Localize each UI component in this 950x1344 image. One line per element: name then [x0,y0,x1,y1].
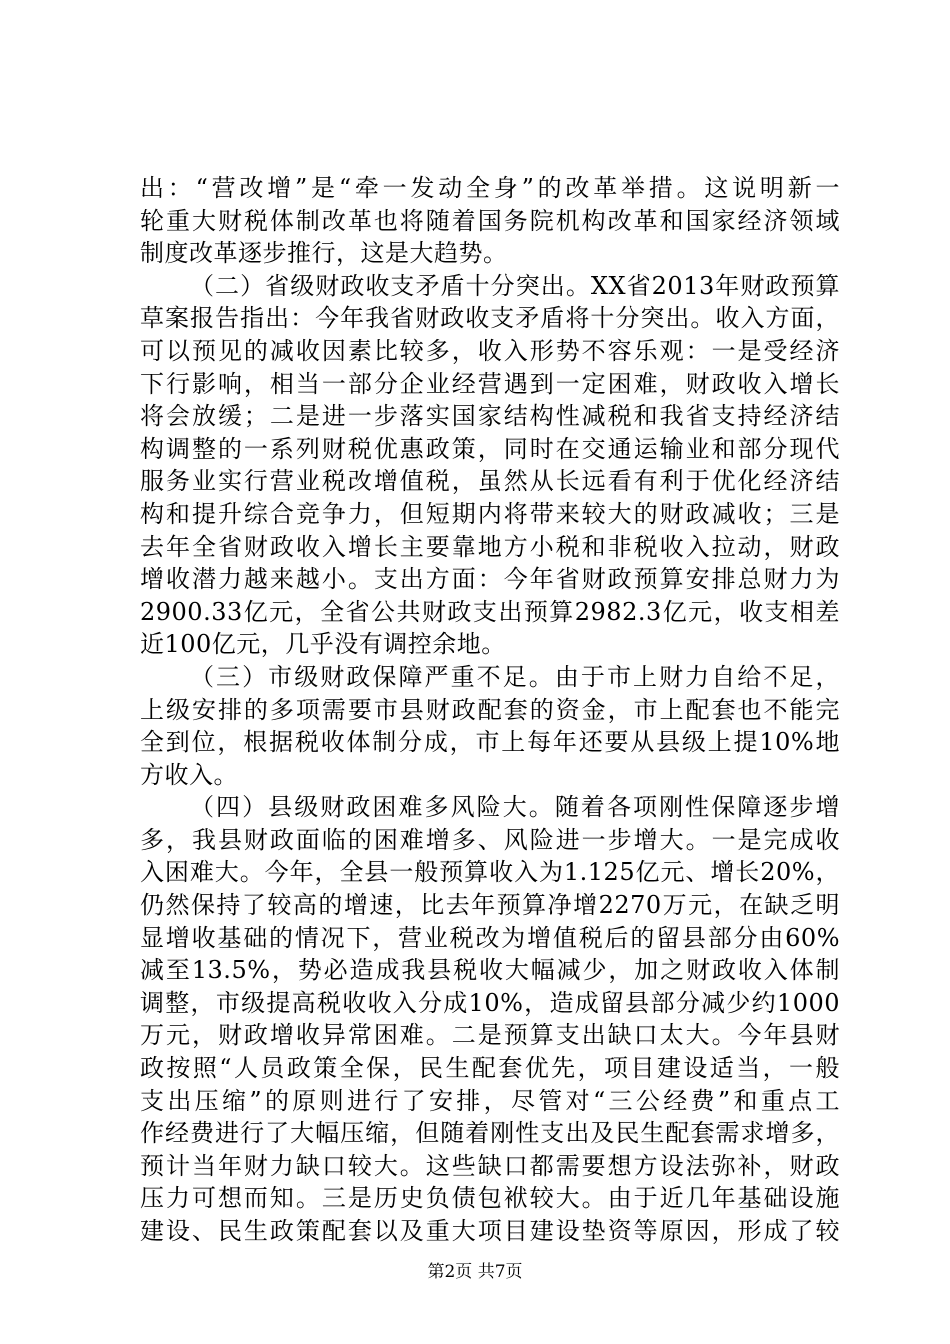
text-line: 草案报告指出：今年我省财政收支矛盾将十分突出。收入方面， [140,304,840,333]
text-line: 减至13.5%，势必造成我县税收大幅减少，加之财政收入体制 [140,956,840,985]
text-line: 上级安排的多项需要市县财政配套的资金，市上配套也不能完 [140,695,840,724]
text-line: 支出压缩”的原则进行了安排，尽管对“三公经费”和重点工 [140,1086,840,1115]
text-line: （四）县级财政困难多风险大。随着各项刚性保障逐步增 [190,793,840,822]
text-line: 多，我县财政面临的困难增多、风险进一步增大。一是完成收 [140,825,840,854]
text-line: 调整，市级提高税收收入分成10%，造成留县部分减少约1000 [140,988,840,1017]
text-line: 全到位，根据税收体制分成，市上每年还要从县级上提10%地 [140,728,840,757]
text-line: 压力可想而知。三是历史负债包袱较大。由于近几年基础设施 [140,1184,840,1213]
text-line: 构和提升综合竞争力，但短期内将带来较大的财政减收；三是 [140,499,840,528]
text-line: 出：“营改增”是“牵一发动全身”的改革举措。这说明新一 [140,174,840,202]
text-line: 预计当年财力缺口较大。这些缺口都需要想方设法弥补，财政 [140,1151,840,1180]
text-line: 显增收基础的情况下，营业税改为增值税后的留县部分由60% [140,923,840,952]
document-body [140,172,840,1248]
text-line: （二）省级财政收支矛盾十分突出。XX省2013年财政预算 [190,271,840,300]
text-line: 构调整的一系列财税优惠政策，同时在交通运输业和部分现代 [140,434,840,463]
text-line: 入困难大。今年，全县一般预算收入为1.125亿元、增长20%， [140,858,840,887]
text-line: 将会放缓；二是进一步落实国家结构性减税和我省支持经济结 [140,402,840,431]
text-line: 可以预见的减收因素比较多，收入形势不容乐观：一是受经济 [140,336,840,365]
text-line: 仍然保持了较高的增速，比去年预算净增2270万元，在缺乏明 [140,891,840,920]
text-line: 万元，财政增收异常困难。二是预算支出缺口太大。今年县财 [140,1021,840,1050]
text-line: 建设、民生政策配套以及重大项目建设垫资等原因，形成了较 [140,1217,840,1245]
page-number-footer: 第2页 共7页 [427,1262,523,1282]
text-line: 作经费进行了大幅压缩，但随着刚性支出及民生配套需求增多， [140,1119,840,1148]
text-line: 政按照“人员政策全保，民生配套优先，项目建设适当，一般 [140,1054,840,1083]
text-line: 去年全省财政收入增长主要靠地方小税和非税收入拉动，财政 [140,532,840,561]
text-line: 2900.33亿元，全省公共财政支出预算2982.3亿元，收支相差 [140,597,840,626]
text-line: 方收入。 [140,760,238,789]
text-line: 增收潜力越来越小。支出方面：今年省财政预算安排总财力为 [140,565,840,594]
text-line: 制度改革逐步推行，这是大趋势。 [140,239,508,268]
text-line: （三）市级财政保障严重不足。由于市上财力自给不足， [190,662,840,691]
text-line: 下行影响，相当一部分企业经营遇到一定困难，财政收入增长 [140,369,840,398]
text-line: 近100亿元，几乎没有调控余地。 [140,630,506,659]
text-line: 服务业实行营业税改增值税，虽然从长远看有利于优化经济结 [140,467,840,496]
text-line: 轮重大财税体制改革也将随着国务院机构改革和国家经济领域 [140,206,840,235]
